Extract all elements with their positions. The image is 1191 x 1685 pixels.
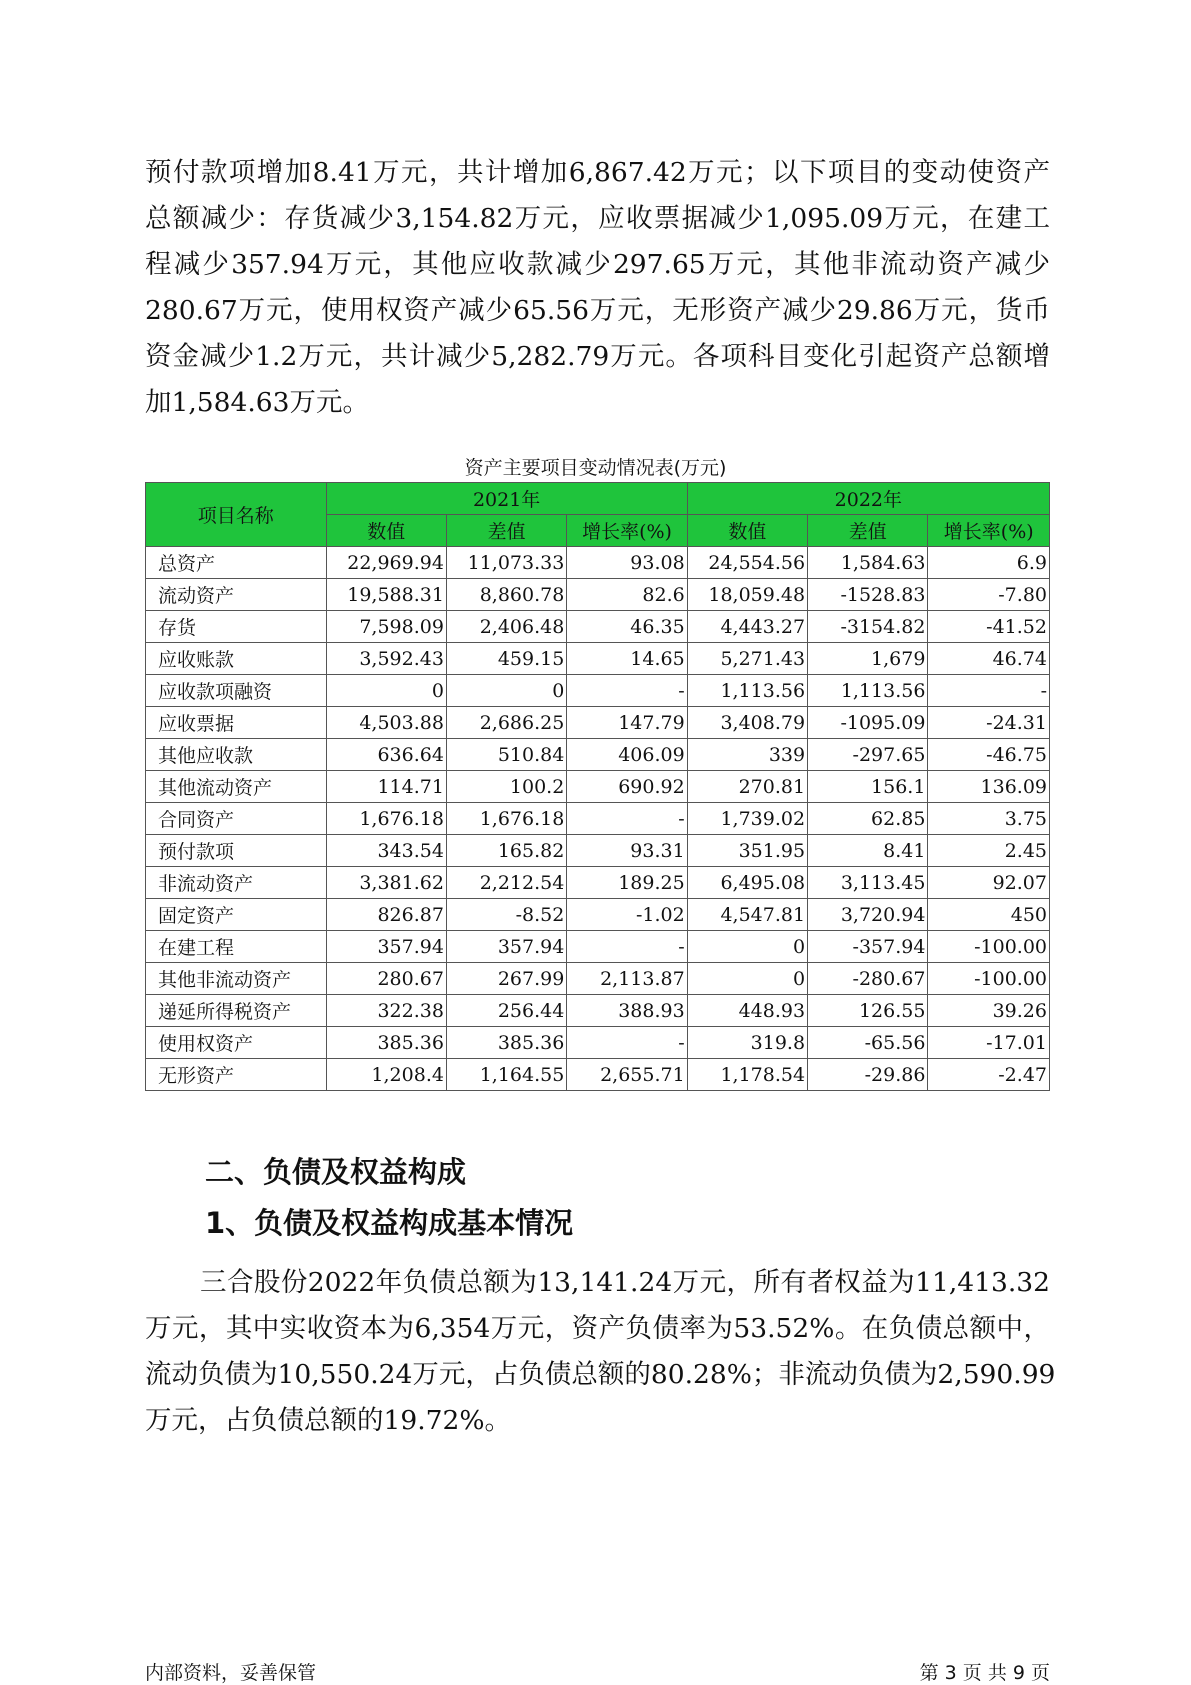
table-cell: 1,676.18 [446, 803, 566, 835]
table-row [146, 675, 1050, 707]
table-cell: 93.08 [567, 547, 687, 579]
table-cell: 39.26 [928, 995, 1050, 1027]
table-cell: 406.09 [567, 739, 687, 771]
table-cell: 256.44 [446, 995, 566, 1027]
table-cell: 8,860.78 [446, 579, 566, 611]
table-cell: 1,679 [808, 643, 928, 675]
table-cell: 46.35 [567, 611, 687, 643]
table-cell: 2,113.87 [567, 963, 687, 995]
table-cell: -24.31 [928, 707, 1050, 739]
table-cell: 3,113.45 [808, 867, 928, 899]
row-item-name: 无形资产 [146, 1059, 327, 1091]
table-row [146, 867, 1050, 899]
table-body [146, 547, 1050, 1091]
table-cell: 357.94 [446, 931, 566, 963]
table-cell: 4,443.27 [687, 611, 807, 643]
table-cell: 18,059.48 [687, 579, 807, 611]
table-cell: 385.36 [446, 1027, 566, 1059]
table-cell: 6,495.08 [687, 867, 807, 899]
table-cell: 92.07 [928, 867, 1050, 899]
footer-confidential-note: 内部资料，妥善保管 [145, 1662, 317, 1684]
header-growth: 增长率(%) [928, 515, 1050, 547]
table-cell: 24,554.56 [687, 547, 807, 579]
table-row [146, 579, 1050, 611]
table-row [146, 899, 1050, 931]
table-cell: 114.71 [326, 771, 446, 803]
row-item-name: 合同资产 [146, 803, 327, 835]
table-cell: 19,588.31 [326, 579, 446, 611]
text-line: 预付款项增加8.41万元，共计增加6,867.42万元；以下项目的变动使资产 [145, 157, 1050, 188]
table-row [146, 707, 1050, 739]
row-item-name: 其他应收款 [146, 739, 327, 771]
table-cell: 1,584.63 [808, 547, 928, 579]
table-cell: 100.2 [446, 771, 566, 803]
table-cell: 8.41 [808, 835, 928, 867]
table-cell: 388.93 [567, 995, 687, 1027]
table-cell: 280.67 [326, 963, 446, 995]
header-year-2022: 2022年 [687, 483, 1049, 515]
table-cell: 826.87 [326, 899, 446, 931]
table-cell: 2,212.54 [446, 867, 566, 899]
table-cell: 319.8 [687, 1027, 807, 1059]
table-cell: -2.47 [928, 1059, 1050, 1091]
table-cell: -8.52 [446, 899, 566, 931]
table-cell: -65.56 [808, 1027, 928, 1059]
table-cell: 1,739.02 [687, 803, 807, 835]
table-cell: -1095.09 [808, 707, 928, 739]
table-cell: -100.00 [928, 963, 1050, 995]
row-item-name: 其他流动资产 [146, 771, 327, 803]
table-row [146, 739, 1050, 771]
row-item-name: 非流动资产 [146, 867, 327, 899]
table-cell: 1,113.56 [687, 675, 807, 707]
table-cell: -357.94 [808, 931, 928, 963]
table-cell: 385.36 [326, 1027, 446, 1059]
table-cell: 5,271.43 [687, 643, 807, 675]
table-cell: 450 [928, 899, 1050, 931]
table-header-row [146, 483, 1050, 515]
table-cell: 1,676.18 [326, 803, 446, 835]
table-cell: 22,969.94 [326, 547, 446, 579]
table-cell: 351.95 [687, 835, 807, 867]
table-cell: -7.80 [928, 579, 1050, 611]
table-cell: -100.00 [928, 931, 1050, 963]
table-cell: -46.75 [928, 739, 1050, 771]
table-cell: -1.02 [567, 899, 687, 931]
table-row [146, 1059, 1050, 1091]
table-cell: 343.54 [326, 835, 446, 867]
sub-heading: 1、负债及权益构成基本情况 [205, 1206, 574, 1240]
table-cell: 1,208.4 [326, 1059, 446, 1091]
row-item-name: 应收账款 [146, 643, 327, 675]
table-cell: 510.84 [446, 739, 566, 771]
table-row [146, 547, 1050, 579]
table-cell: 156.1 [808, 771, 928, 803]
asset-change-table [145, 482, 1050, 1091]
text-line: 程减少357.94万元，其他应收款减少297.65万元，其他非流动资产减少 [145, 249, 1050, 280]
table-row [146, 643, 1050, 675]
table-cell: 459.15 [446, 643, 566, 675]
row-item-name: 递延所得税资产 [146, 995, 327, 1027]
row-item-name: 总资产 [146, 547, 327, 579]
table-cell: 6.9 [928, 547, 1050, 579]
table-cell: 2,655.71 [567, 1059, 687, 1091]
header-value: 数值 [326, 515, 446, 547]
paragraph-top [145, 150, 1050, 426]
text-line: 总额减少：存货减少3,154.82万元，应收票据减少1,095.09万元，在建工 [145, 203, 1050, 234]
table-cell: 0 [326, 675, 446, 707]
text-line: 资金减少1.2万元，共计减少5,282.79万元。各项科目变化引起资产总额增 [145, 341, 1050, 372]
table-cell: 11,073.33 [446, 547, 566, 579]
table-cell: -41.52 [928, 611, 1050, 643]
table-cell: 2,406.48 [446, 611, 566, 643]
table-cell: 636.64 [326, 739, 446, 771]
table-cell: 7,598.09 [326, 611, 446, 643]
table-cell: 14.65 [567, 643, 687, 675]
text-line: 万元，其中实收资本为6,354万元，资产负债率为53.52%。在负债总额中， [145, 1313, 1050, 1344]
table-row [146, 803, 1050, 835]
table-cell: - [567, 803, 687, 835]
table-cell: 126.55 [808, 995, 928, 1027]
text-line: 流动负债为10,550.24万元，占负债总额的80.28%；非流动负债为2,590.99 [145, 1359, 1056, 1390]
table-cell: 2.45 [928, 835, 1050, 867]
table-cell: -297.65 [808, 739, 928, 771]
table-row [146, 835, 1050, 867]
footer-page-number: 第 3 页 共 9 页 [919, 1662, 1050, 1684]
table-cell: 147.79 [567, 707, 687, 739]
table-cell: 82.6 [567, 579, 687, 611]
header-value: 数值 [687, 515, 807, 547]
table-cell: 1,164.55 [446, 1059, 566, 1091]
row-item-name: 使用权资产 [146, 1027, 327, 1059]
table-cell: 4,503.88 [326, 707, 446, 739]
section-heading: 二、负债及权益构成 [205, 1155, 467, 1189]
header-diff: 差值 [446, 515, 566, 547]
table-cell: 2,686.25 [446, 707, 566, 739]
row-item-name: 应收款项融资 [146, 675, 327, 707]
header-item-name: 项目名称 [146, 483, 327, 547]
table-caption: 资产主要项目变动情况表(万元) [464, 457, 727, 479]
table-cell: 1,113.56 [808, 675, 928, 707]
table-row [146, 963, 1050, 995]
table-cell: 267.99 [446, 963, 566, 995]
header-year-2021: 2021年 [326, 483, 687, 515]
table-row [146, 611, 1050, 643]
text-line: 加1,584.63万元。 [145, 387, 370, 418]
table-cell: 46.74 [928, 643, 1050, 675]
text-line: 280.67万元，使用权资产减少65.56万元，无形资产减少29.86万元，货币 [145, 295, 1050, 326]
table-cell: -29.86 [808, 1059, 928, 1091]
table-cell: 3,592.43 [326, 643, 446, 675]
table-cell: 0 [687, 931, 807, 963]
table-cell: -280.67 [808, 963, 928, 995]
table-cell: 3,720.94 [808, 899, 928, 931]
row-item-name: 存货 [146, 611, 327, 643]
table-row [146, 931, 1050, 963]
table-cell: 62.85 [808, 803, 928, 835]
table-row [146, 771, 1050, 803]
table-cell: 690.92 [567, 771, 687, 803]
table-cell: 339 [687, 739, 807, 771]
table-cell: -3154.82 [808, 611, 928, 643]
row-item-name: 固定资产 [146, 899, 327, 931]
text-line: 三合股份2022年负债总额为13,141.24万元，所有者权益为11,413.32 [200, 1267, 1050, 1298]
table-cell: 93.31 [567, 835, 687, 867]
table-cell: - [928, 675, 1050, 707]
paragraph-bottom [145, 1260, 1056, 1444]
table-cell: 165.82 [446, 835, 566, 867]
table-cell: 448.93 [687, 995, 807, 1027]
table-cell: 4,547.81 [687, 899, 807, 931]
table-cell: 136.09 [928, 771, 1050, 803]
table-cell: - [567, 1027, 687, 1059]
table-cell: 270.81 [687, 771, 807, 803]
text-line: 万元，占负债总额的19.72%。 [145, 1405, 512, 1436]
table-cell: 0 [687, 963, 807, 995]
table-cell: 0 [446, 675, 566, 707]
table-row [146, 1027, 1050, 1059]
table-cell: 322.38 [326, 995, 446, 1027]
table-row [146, 995, 1050, 1027]
table-cell: 3.75 [928, 803, 1050, 835]
header-diff: 差值 [808, 515, 928, 547]
row-item-name: 预付款项 [146, 835, 327, 867]
row-item-name: 其他非流动资产 [146, 963, 327, 995]
header-growth: 增长率(%) [567, 515, 687, 547]
row-item-name: 应收票据 [146, 707, 327, 739]
table-cell: - [567, 675, 687, 707]
table-cell: 189.25 [567, 867, 687, 899]
table-cell: -17.01 [928, 1027, 1050, 1059]
table-cell: 357.94 [326, 931, 446, 963]
table-cell: -1528.83 [808, 579, 928, 611]
row-item-name: 流动资产 [146, 579, 327, 611]
table-cell: 3,408.79 [687, 707, 807, 739]
table-cell: 1,178.54 [687, 1059, 807, 1091]
table-cell: 3,381.62 [326, 867, 446, 899]
table-cell: - [567, 931, 687, 963]
row-item-name: 在建工程 [146, 931, 327, 963]
